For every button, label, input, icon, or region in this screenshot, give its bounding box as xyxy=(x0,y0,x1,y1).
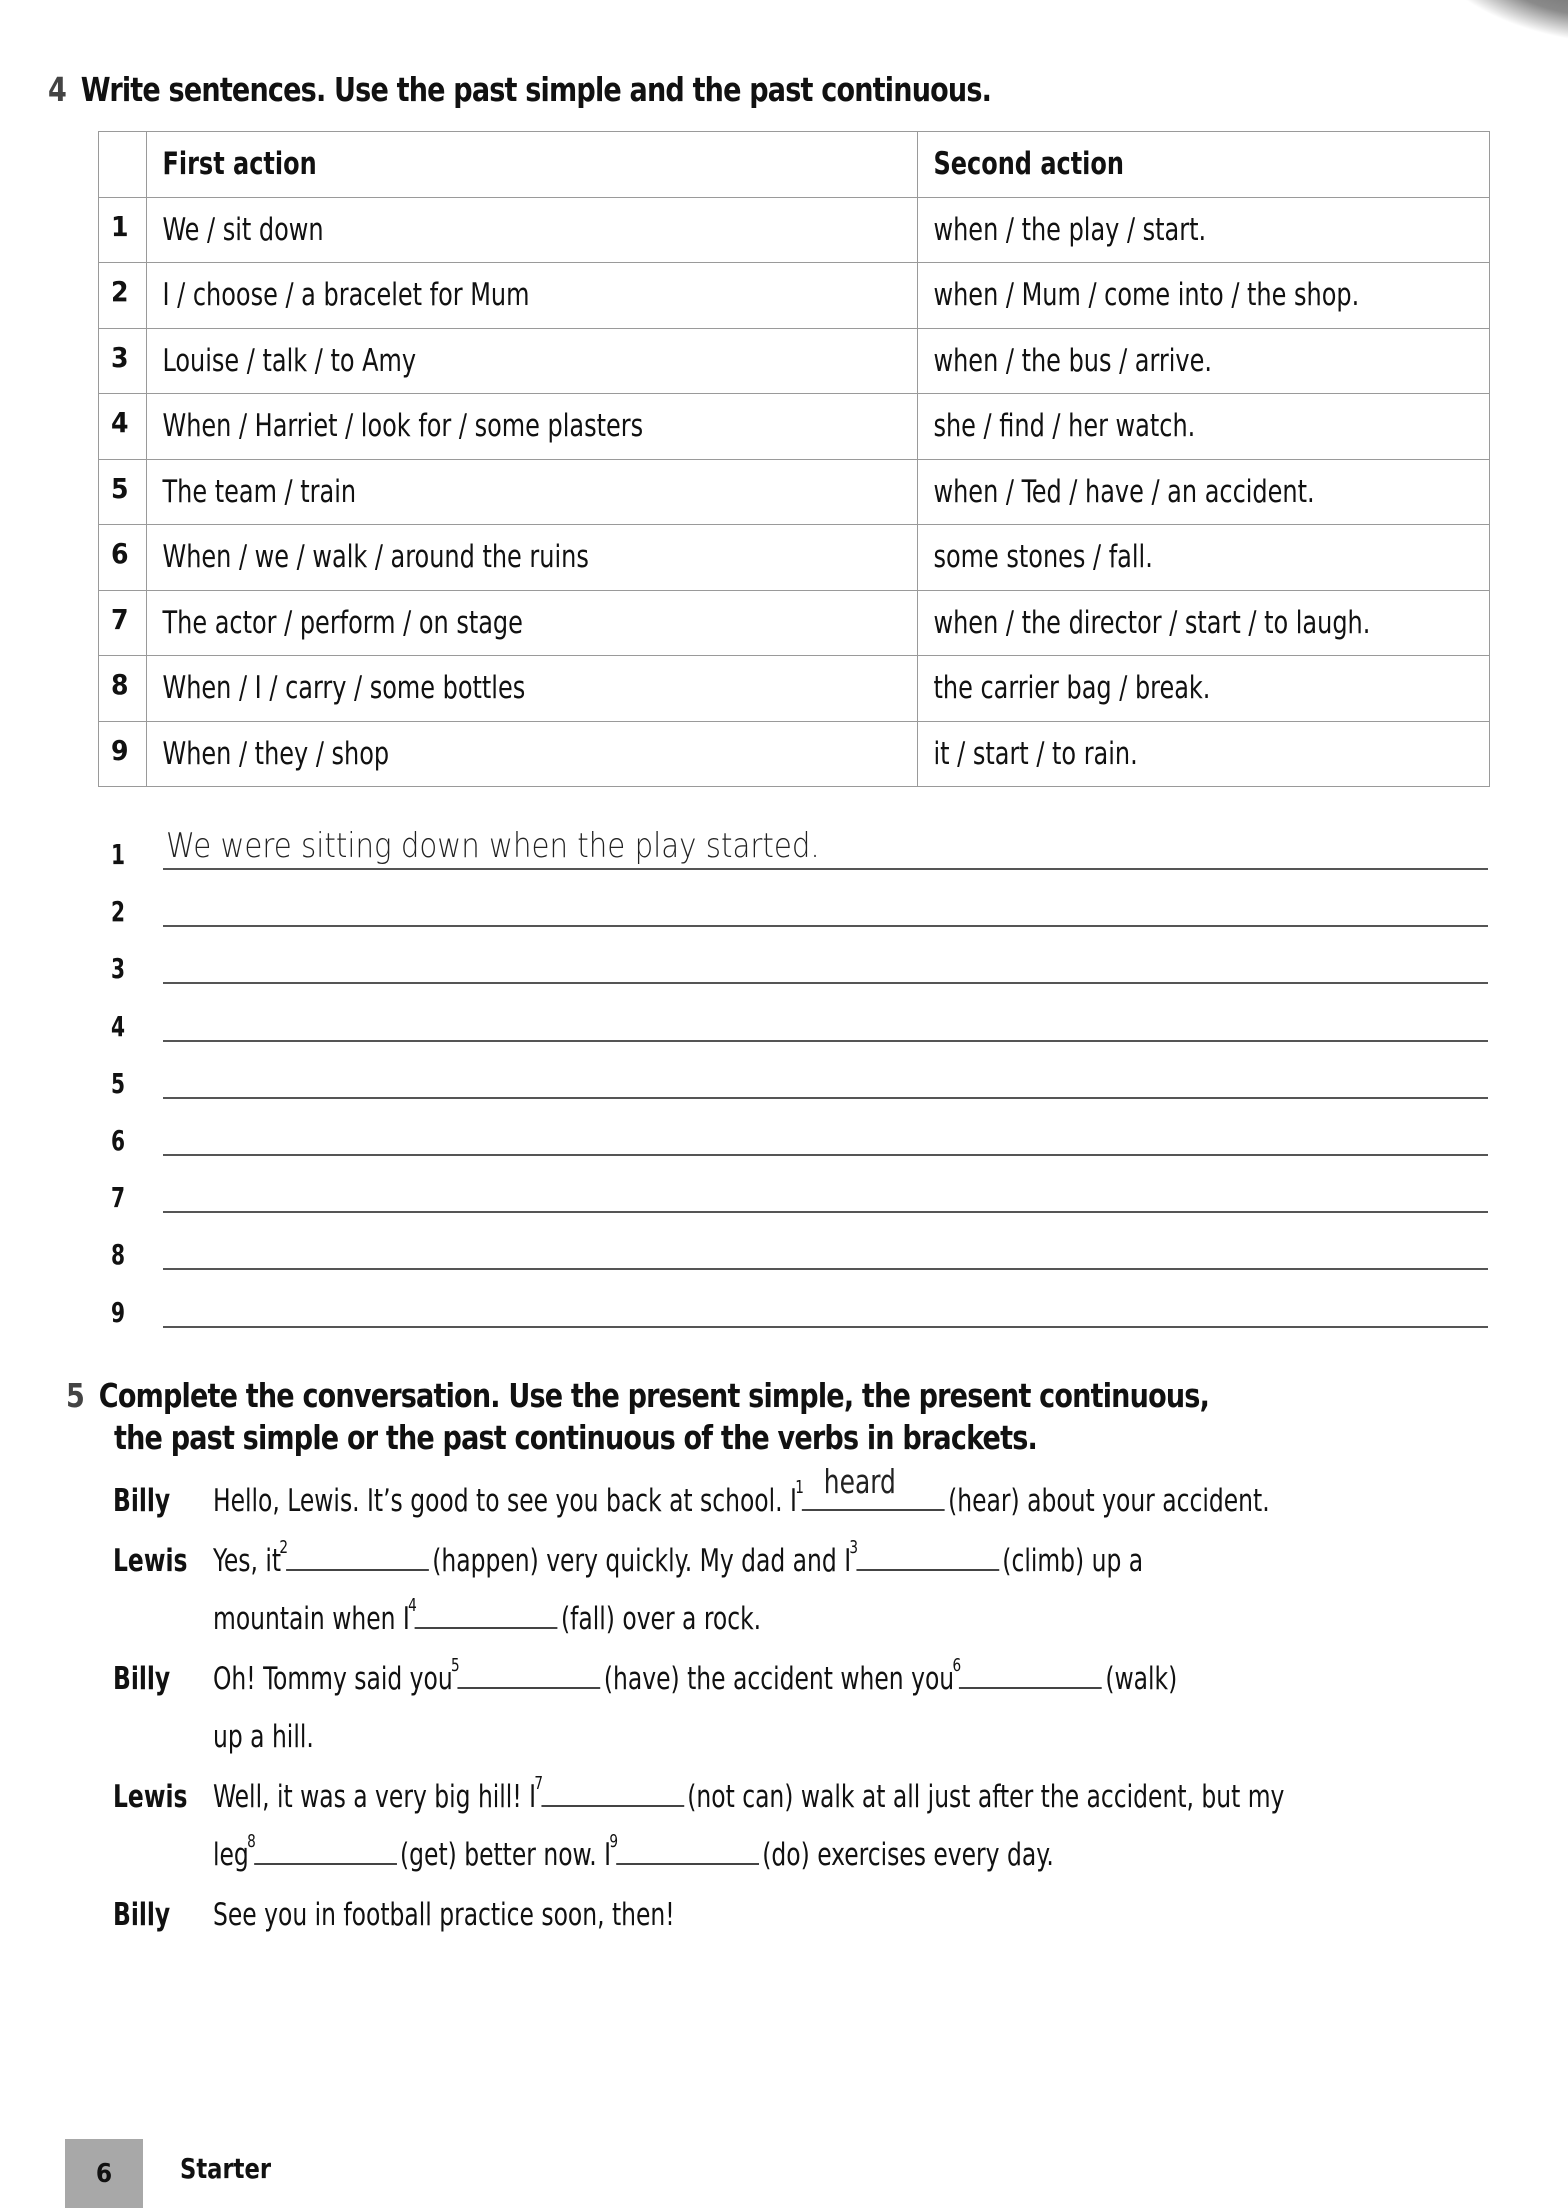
answer-row xyxy=(108,1220,1488,1277)
gap-input-4[interactable]: 4 xyxy=(415,1597,558,1629)
table-row xyxy=(99,197,1490,263)
second-action-cell: she / find / her watch. xyxy=(918,394,1490,460)
dialogue-line: See you in football practice soon, then! xyxy=(213,1897,675,1933)
exercise-5-number: 5 xyxy=(66,1376,85,1415)
answer-row xyxy=(108,934,1488,991)
conversation-turn xyxy=(113,1462,1568,1530)
dialogue-line: Oh! Tommy said you 5 (have) the accident when you 6 (walk) xyxy=(213,1655,1178,1697)
conversation-turn xyxy=(113,1532,1568,1648)
table-header-row xyxy=(99,132,1490,198)
answer-input-line[interactable] xyxy=(163,982,1488,984)
answer-row xyxy=(108,1106,1488,1163)
answer-number: 9 xyxy=(111,1295,126,1329)
exercise-4-instruction: Write sentences. Use the past simple and the past continuous. xyxy=(80,70,992,109)
actions-table xyxy=(98,131,1490,787)
page-number-badge xyxy=(65,2139,143,2208)
exercise-5-instruction-line2: the past simple or the past continuous of the verbs in brackets. xyxy=(114,1418,1037,1457)
first-action-cell: The actor / perform / on stage xyxy=(147,590,918,656)
table-row xyxy=(99,328,1490,394)
conversation-turn xyxy=(113,1650,1568,1766)
answer-input-line[interactable] xyxy=(163,1211,1488,1213)
second-action-cell: some stones / fall. xyxy=(918,525,1490,591)
dialogue-line: Hello, Lewis. It’s good to see you back at school. I 1 heard (hear) about your accident. xyxy=(213,1472,1351,1530)
row-number: 1 xyxy=(99,197,147,263)
answer-row xyxy=(108,1049,1488,1106)
speaker-name: Lewis xyxy=(113,1779,188,1815)
answer-row xyxy=(108,1278,1488,1335)
row-number: 9 xyxy=(99,721,147,787)
page-number: 6 xyxy=(95,2158,113,2189)
exercise-4-heading xyxy=(48,70,991,109)
row-number: 4 xyxy=(99,394,147,460)
answer-row xyxy=(108,820,1488,877)
header-second-action: Second action xyxy=(918,132,1490,198)
exercise-5-heading xyxy=(66,1376,1209,1415)
second-action-cell: when / Ted / have / an accident. xyxy=(918,459,1490,525)
dialogue-line: up a hill. xyxy=(213,1719,314,1755)
row-number: 2 xyxy=(99,263,147,329)
row-number: 8 xyxy=(99,656,147,722)
gap-input-1[interactable]: 1 heard xyxy=(802,1479,945,1511)
first-action-cell: I / choose / a bracelet for Mum xyxy=(147,263,918,329)
table-row xyxy=(99,590,1490,656)
second-action-cell: when / the bus / arrive. xyxy=(918,328,1490,394)
speaker-name: Billy xyxy=(113,1483,171,1519)
first-action-cell: When / I / carry / some bottles xyxy=(147,656,918,722)
row-number: 5 xyxy=(99,459,147,525)
header-first-action: First action xyxy=(147,132,918,198)
page-curl-shadow xyxy=(1420,0,1568,50)
answer-lines xyxy=(108,820,1488,1335)
answer-row xyxy=(108,992,1488,1049)
conversation-turn xyxy=(113,1886,1568,1944)
second-action-cell: when / the director / start / to laugh. xyxy=(918,590,1490,656)
row-number: 7 xyxy=(99,590,147,656)
gap-input-7[interactable]: 7 xyxy=(541,1775,684,1807)
gap-input-2[interactable]: 2 xyxy=(286,1539,429,1571)
gap-input-8[interactable]: 8 xyxy=(254,1833,397,1865)
table-row xyxy=(99,721,1490,787)
answer-input-line[interactable] xyxy=(163,868,1488,870)
row-number: 3 xyxy=(99,328,147,394)
answer-row xyxy=(108,1163,1488,1220)
second-action-cell: when / Mum / come into / the shop. xyxy=(918,263,1490,329)
second-action-cell: when / the play / start. xyxy=(918,197,1490,263)
first-action-cell: When / Harriet / look for / some plasters xyxy=(147,394,918,460)
speaker-name: Billy xyxy=(113,1897,171,1933)
answer-input-line[interactable] xyxy=(163,1268,1488,1270)
table-row xyxy=(99,525,1490,591)
answer-number: 3 xyxy=(111,952,126,986)
gap-input-3[interactable]: 3 xyxy=(856,1539,999,1571)
exercise-5-instruction-line1: Complete the conversation. Use the present simple, the present continuous, xyxy=(98,1376,1210,1415)
first-action-cell: We / sit down xyxy=(147,197,918,263)
table-row xyxy=(99,459,1490,525)
first-action-cell: When / they / shop xyxy=(147,721,918,787)
table-row xyxy=(99,656,1490,722)
table-row xyxy=(99,263,1490,329)
gap-input-9[interactable]: 9 xyxy=(616,1833,759,1865)
dialogue-line: leg 8 (get) better now. I 9 (do) exercises every day. xyxy=(213,1831,1054,1873)
dialogue-line: Yes, it 2 (happen) very quickly. My dad and I 3 (climb) up a xyxy=(213,1537,1144,1579)
exercise-5-heading-line2 xyxy=(114,1418,1037,1457)
row-number: 6 xyxy=(99,525,147,591)
answer-number: 4 xyxy=(111,1009,126,1043)
exercise-4-number: 4 xyxy=(48,70,67,109)
speaker-name: Billy xyxy=(113,1661,171,1697)
answer-input-line[interactable] xyxy=(163,1154,1488,1156)
answer-number: 7 xyxy=(111,1181,126,1215)
dialogue-line: mountain when I 4 (fall) over a rock. xyxy=(213,1595,762,1637)
conversation-turn xyxy=(113,1768,1568,1884)
gap-input-6[interactable]: 6 xyxy=(959,1657,1102,1689)
answer-input-line[interactable] xyxy=(163,1097,1488,1099)
gap-input-5[interactable]: 5 xyxy=(458,1657,601,1689)
answer-input-line[interactable] xyxy=(163,925,1488,927)
dialogue-line: Well, it was a very big hill! I 7 (not can) walk at all just after the accident, but my xyxy=(213,1773,1285,1815)
answer-input-line[interactable] xyxy=(163,1326,1488,1328)
answer-number: 5 xyxy=(111,1066,126,1100)
header-num-cell xyxy=(99,132,147,198)
first-action-cell: When / we / walk / around the ruins xyxy=(147,525,918,591)
answer-number: 8 xyxy=(111,1238,126,1272)
first-action-cell: Louise / talk / to Amy xyxy=(147,328,918,394)
answer-input-line[interactable] xyxy=(163,1040,1488,1042)
second-action-cell: the carrier bag / break. xyxy=(918,656,1490,722)
answer-number: 1 xyxy=(111,838,126,871)
answer-text: We were sitting down when the play started. xyxy=(166,826,820,866)
gap-answer: heard xyxy=(823,1462,896,1501)
first-action-cell: The team / train xyxy=(147,459,918,525)
answer-number: 6 xyxy=(111,1123,126,1157)
conversation xyxy=(113,1462,1568,1946)
unit-label: Starter xyxy=(180,2152,272,2185)
speaker-name: Lewis xyxy=(113,1543,188,1579)
table-row xyxy=(99,394,1490,460)
answer-number: 2 xyxy=(111,895,126,929)
answer-row xyxy=(108,877,1488,934)
second-action-cell: it / start / to rain. xyxy=(918,721,1490,787)
